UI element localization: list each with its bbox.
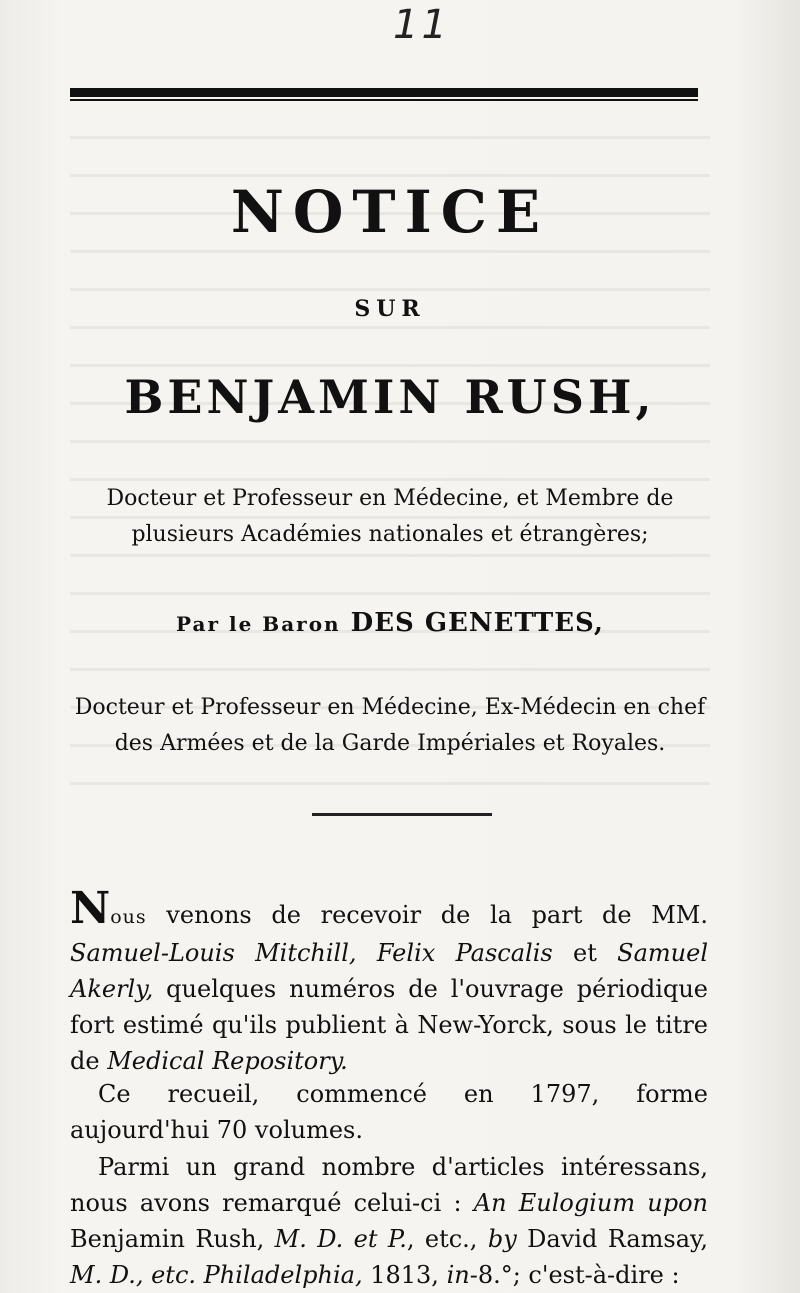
author-name: DES GENETTES,	[350, 608, 604, 638]
author-par: Par le Baron	[176, 612, 341, 636]
paragraph-3: Parmi un grand nombre d'articles intéressans, nous avons remarqué celui-ci : An Eulogium upon Benjamin Rush, M. D. et P., etc., by David Ramsay, M. D., etc. Philadelphia, 1813, in-8.°; c'est-à-dire :	[70, 1153, 709, 1289]
subject-name: BENJAMIN RUSH,	[124, 370, 656, 424]
subject-credentials-line-1: Docteur et Professeur en Médecine, et Membre de	[106, 486, 674, 511]
document-title: NOTICE	[230, 178, 550, 246]
paragraph-1: Nous venons de recevoir de la part de MM. Samuel-Louis Mitchill, Felix Pascalis et Samuel Akerly, quelques numéros de l'ouvrage périodique fort estimé qu'ils publient à New-Yorck, sous le titre de Medical Repository.	[70, 883, 709, 1075]
author-credentials-line-1: Docteur et Professeur en Médecine, Ex-Médecin en chef	[74, 695, 706, 720]
header-rule-thick	[70, 88, 698, 97]
author-credentials	[60, 690, 720, 762]
section-divider	[312, 813, 492, 816]
author-line	[60, 608, 720, 638]
subject-credentials-line-2: plusieurs Académies nationales et étrangères;	[131, 522, 649, 547]
drop-cap: N	[70, 883, 111, 934]
header-rule-thin	[70, 99, 698, 101]
subject-credentials	[60, 481, 720, 553]
handwritten-page-number: 11	[393, 2, 450, 48]
author-credentials-line-2: des Armées et de la Garde Impériales et Royales.	[114, 731, 666, 756]
paragraph-2: Ce recueil, commencé en 1797, forme aujourd'hui 70 volumes.	[70, 1080, 708, 1144]
title-sur: SUR	[354, 296, 426, 322]
